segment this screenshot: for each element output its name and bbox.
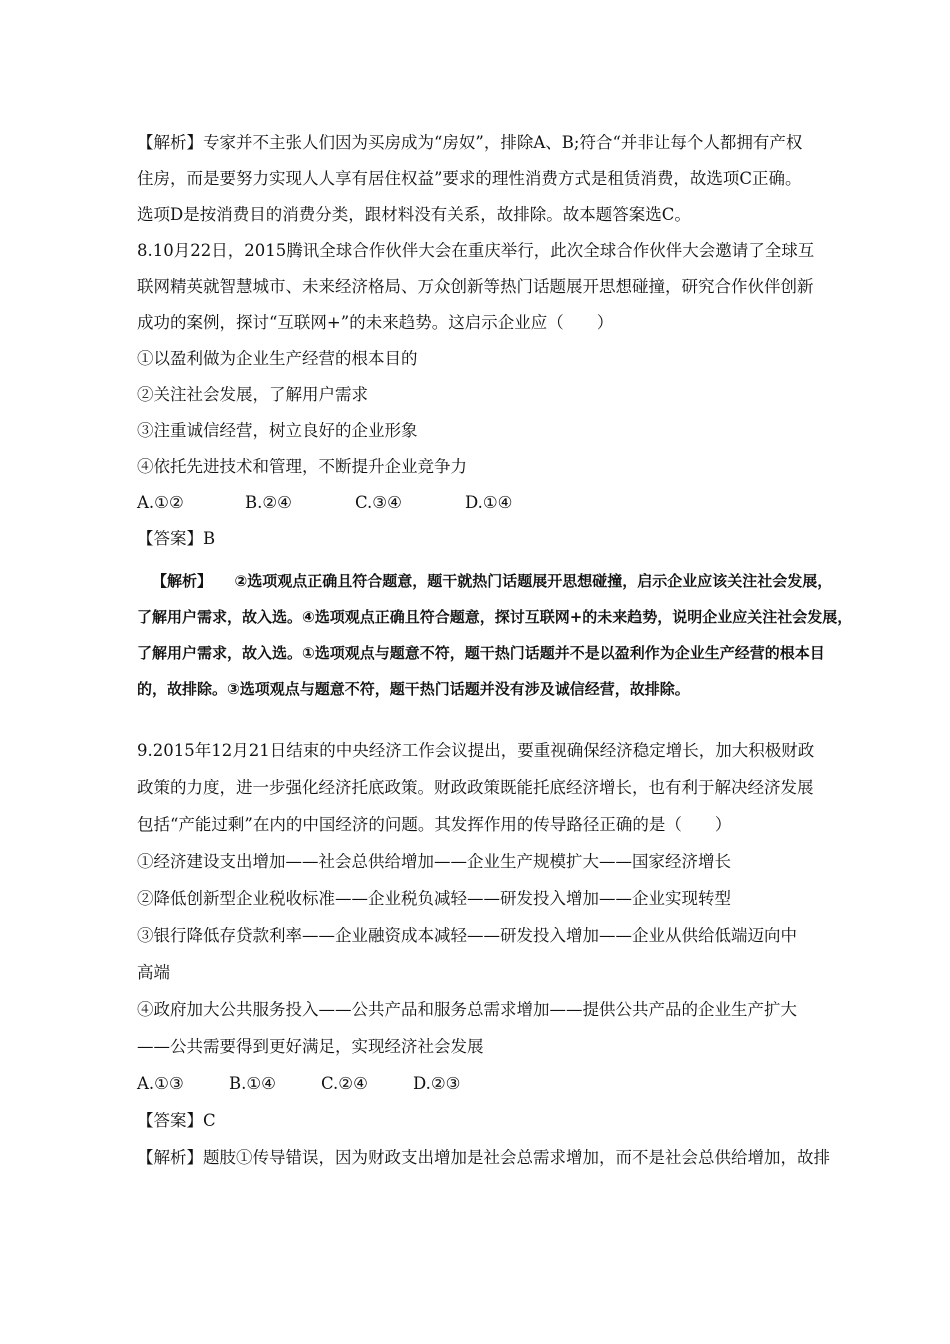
q8-answer: 【答案】B — [137, 529, 216, 548]
q9-item-1: ①经济建设支出增加——社会总供给增加——企业生产规模扩大——国家经济增长 — [137, 852, 731, 871]
q8-choice-b: B.②④ — [245, 493, 292, 512]
q8-item-2: ②关注社会发展，了解用户需求 — [137, 385, 368, 404]
q8-choice-d: D.①④ — [465, 493, 513, 512]
q7-analysis-line-1: 【解析】专家并不主张人们因为买房成为“房奴”，排除A、B;符合“并非让每个人都拥有产权 — [137, 133, 803, 152]
q9-item-3-line-2: 高端 — [137, 963, 170, 982]
q9-stem-line-3: 包括“产能过剩”在内的中国经济的问题。其发挥作用的传导路径正确的是（ ） — [137, 815, 732, 834]
q9-choices — [137, 1073, 460, 1095]
q8-choices — [137, 492, 512, 514]
q9-stem-line-2: 政策的力度，进一步强化经济托底政策。财政政策既能托底经济增长，也有利于解决经济发展 — [137, 778, 814, 797]
q9-choice-d: D.②③ — [413, 1074, 461, 1093]
q9-item-4-line-2: ——公共需要得到更好满足，实现经济社会发展 — [137, 1037, 484, 1056]
q7-analysis-line-2: 住房，而是要努力实现人人享有居住权益”要求的理性消费方式是租赁消费，故选项C正确。 — [137, 169, 802, 188]
q8-stem-line-1: 8.10月22日，2015腾讯全球合作伙伴大会在重庆举行，此次全球合作伙伴大会邀请了全球互 — [137, 241, 815, 260]
q8-analysis-line-1: 【解析】 ②选项观点正确且符合题意，题干就热门话题展开思想碰撞，启示企业应该关注社会发展， — [152, 572, 833, 590]
q9-choice-b: B.①④ — [229, 1074, 276, 1093]
q9-item-2: ②降低创新型企业税收标准——企业税负减轻——研发投入增加——企业实现转型 — [137, 889, 731, 908]
q8-analysis-line-2: 了解用户需求，故入选。④选项观点正确且符合题意，探讨互联网+的未来趋势，说明企业应关注社会发展， — [137, 608, 853, 626]
q8-item-4: ④依托先进技术和管理，不断提升企业竞争力 — [137, 457, 467, 476]
q8-stem-line-2: 联网精英就智慧城市、未来经济格局、万众创新等热门话题展开思想碰撞，研究合作伙伴创新 — [137, 277, 814, 296]
q8-analysis-line-3: 了解用户需求，故入选。①选项观点与题意不符，题干热门话题并不是以盈利作为企业生产经营的根本目 — [137, 644, 825, 662]
q9-choice-a: A.①③ — [137, 1074, 184, 1093]
q9-item-3-line-1: ③银行降低存贷款利率——企业融资成本减轻——研发投入增加——企业从供给低端迈向中 — [137, 926, 797, 945]
q8-analysis-line-4: 的，故排除。③选项观点与题意不符，题干热门话题并没有涉及诚信经营，故排除。 — [137, 680, 690, 698]
q8-choice-a: A.①② — [137, 493, 184, 512]
q8-item-3: ③注重诚信经营，树立良好的企业形象 — [137, 421, 418, 440]
q8-item-1: ①以盈利做为企业生产经营的根本目的 — [137, 349, 418, 368]
q8-stem-line-3: 成功的案例，探讨“互联网+”的未来趋势。这启示企业应（ ） — [137, 313, 614, 332]
q9-analysis-line-1: 【解析】题肢①传导错误，因为财政支出增加是社会总需求增加，而不是社会总供给增加，故排 — [137, 1148, 830, 1167]
q7-analysis-line-3: 选项D是按消费目的消费分类，跟材料没有关系，故排除。故本题答案选C。 — [137, 205, 691, 224]
q9-stem-line-1: 9.2015年12月21日结束的中央经济工作会议提出，要重视确保经济稳定增长，加大积极财政 — [137, 741, 815, 760]
q9-answer: 【答案】C — [137, 1111, 216, 1130]
q9-choice-c: C.②④ — [321, 1074, 368, 1093]
q9-item-4-line-1: ④政府加大公共服务投入——公共产品和服务总需求增加——提供公共产品的企业生产扩大 — [137, 1000, 797, 1019]
q8-choice-c: C.③④ — [355, 493, 402, 512]
